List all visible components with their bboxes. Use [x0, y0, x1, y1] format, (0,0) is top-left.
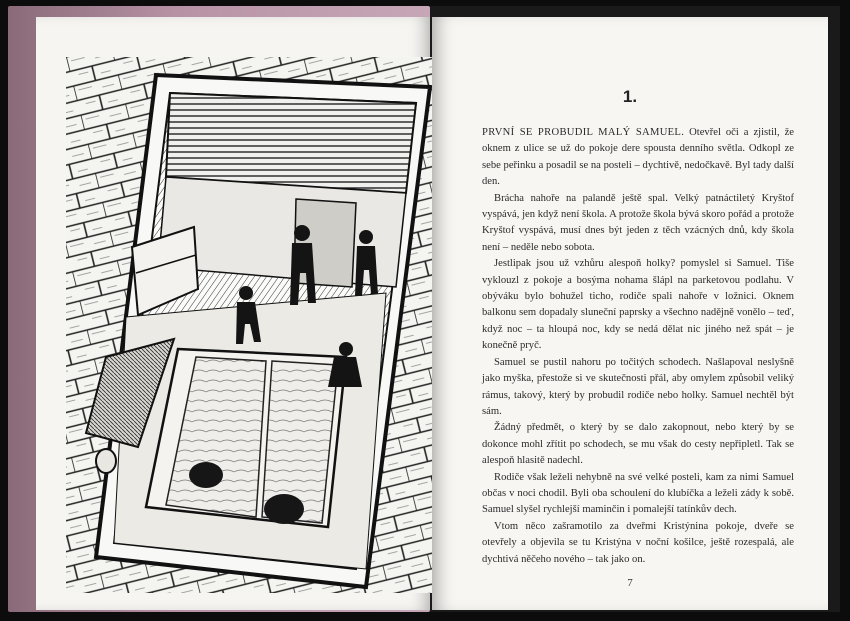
paragraph-6: Rodiče však leželi nehybně na své velké posteli, kam za nimi Samuel občas v noci chodil. Byli oba schoulení do klubíčka a leželi zády k sobě. Samuel slyšel rychlejší maminčin i pomalejší tatínkův dech.	[482, 471, 794, 516]
page-number: 7	[627, 577, 633, 589]
right-page	[432, 17, 828, 610]
body-text	[482, 125, 794, 568]
paragraph-3: Jestlipak jsou už vzhůru alespoň holky? pomyslel si Samuel. Tiše vyklouzl z pokoje a bosýma nohama šlápl na parketovou podlahu. V obýváku bylo bohužel ticho, rodiče spali nahoře v ložnici. Oknem balkonu sem dopadaly sluneční paprsky a všechno nadějně vonělo – teď, když noc – ta hloupá noc, kdy se nedá dělat nic jiného než spát – je konečně pryč.	[482, 258, 794, 352]
paragraph-text: Otevřel oči a zjistil, že oknem z ulice se už do pokoje dere spousta denního světla. Odkopl ze sebe peřinku a posadil se na posteli – dychtivě, nedočkavě. Byl tady další den.	[482, 127, 794, 188]
bedroom-illustration	[66, 57, 436, 593]
left-page	[36, 17, 430, 610]
paragraph-lead: PRVNÍ SE PROBUDIL MALÝ SAMUEL.	[482, 127, 685, 138]
paragraph-7: Vtom něco zašramotilo za dveřmi Kristýnina pokoje, dveře se otevřely a objevila se tu Kristýna v noční košilce, ještě rozespalá, ale dychtivá něčeho nového – tak jako on.	[482, 520, 794, 565]
paragraph-4: Samuel se pustil nahoru po točitých schodech. Našlapoval neslyšně jako myška, přestože si ve skutečnosti přál, aby omylem způsobil veliký rámus, takový, který by probudil rodiče nebo holky. Samuel nechtěl být sám.	[482, 356, 794, 417]
paragraph-1	[482, 125, 794, 191]
paragraph-2: Brácha nahoře na palandě ještě spal. Velký patnáctiletý Kryštof vyspává, jen když není škola. A protože škola bývá skoro pořád a protože Kryštof vyspává, musí dnes být jeden z těch vzácných dnů, kdy škola není – neděle nebo sobota.	[482, 192, 794, 253]
chapter-number: 1.	[622, 87, 638, 106]
paragraph-5: Žádný předmět, o který by se dalo zakopnout, nebo který by se dokonce mohl zřítit po schodech, se mu však do cesty nepřipletl. Tak se alespoň hlasitě nadechl.	[482, 422, 794, 467]
